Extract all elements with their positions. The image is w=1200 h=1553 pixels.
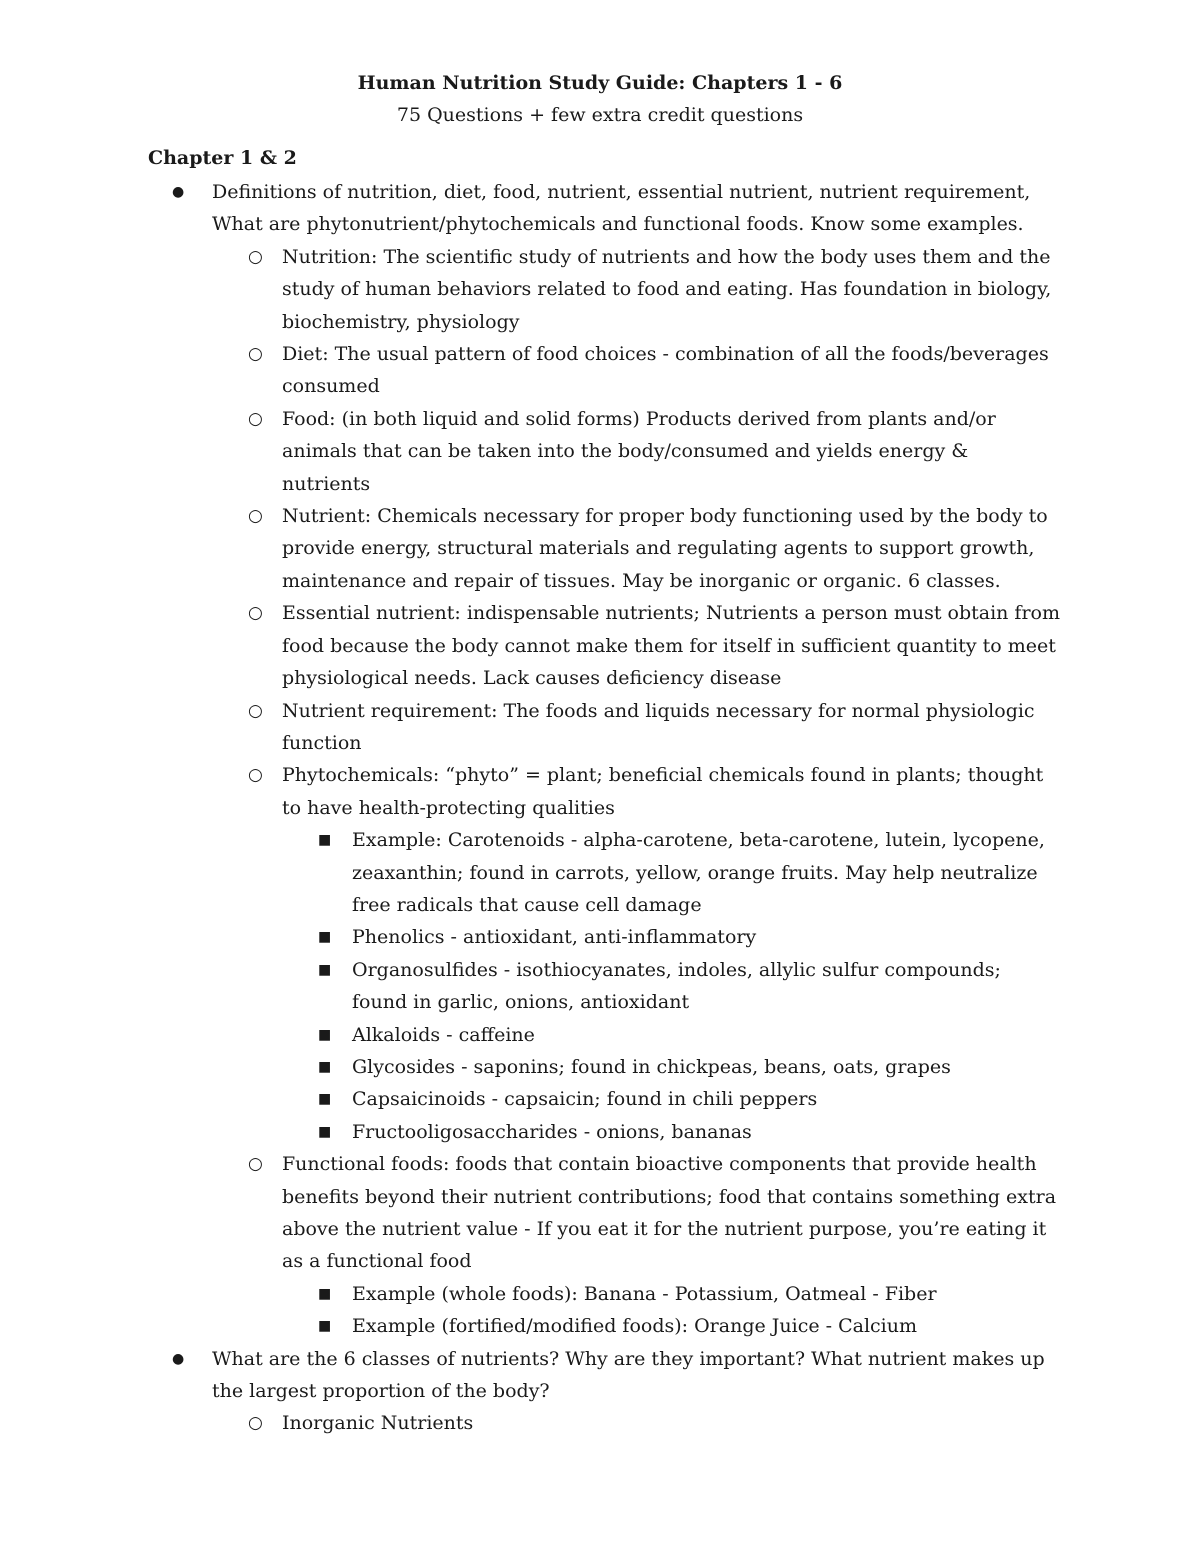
document-subtitle: 75 Questions + few extra credit questions xyxy=(396,104,804,126)
list-item xyxy=(0,1148,1062,1278)
list-item xyxy=(0,597,1062,694)
list-item xyxy=(0,824,1062,921)
list-item xyxy=(0,1083,1062,1115)
list-item-text: Inorganic Nutrients xyxy=(282,1412,474,1435)
square-marker: ■ xyxy=(318,1123,332,1140)
list-item-text: Fructooligosaccharides - onions, bananas xyxy=(352,1120,752,1143)
list-item xyxy=(0,1310,1062,1342)
list-item-text: Phytochemicals: “phyto” = plant; beneficial chemicals found in plants; thought to have health-protecting qualities xyxy=(282,764,1044,819)
list-item-text: Example: Carotenoids - alpha-carotene, beta-carotene, lutein, lycopene, zeaxanthin; found in carrots, yellow, orange fruits. May help neutralize free radicals that cause cell damage xyxy=(352,829,1045,916)
circle-marker: ○ xyxy=(248,506,263,527)
list-item-text: Functional foods: foods that contain bioactive components that provide health benefits beyond their nutrient contributions; food that contains something extra above the nutrient value - If you eat it for the nutrient purpose, you’re eating it as a functional food xyxy=(282,1153,1057,1273)
list-item-text: Food: (in both liquid and solid forms) Products derived from plants and/or animals that can be taken into the body/consumed and yields energy & nutrients xyxy=(282,407,996,495)
circle-marker: ○ xyxy=(248,246,263,267)
bullet-marker: ● xyxy=(172,184,185,200)
document-title: Human Nutrition Study Guide: Chapters 1 - 6 xyxy=(357,72,843,94)
list-item-text: Nutrient requirement: The foods and liquids necessary for normal physiologic function xyxy=(282,699,1035,754)
square-marker: ■ xyxy=(318,1091,332,1108)
circle-marker: ○ xyxy=(248,1413,263,1434)
outline xyxy=(0,176,1200,1440)
list-item-text: Alkaloids - caffeine xyxy=(352,1023,535,1046)
square-marker: ■ xyxy=(318,1026,332,1043)
list-item-text: Example (fortified/modified foods): Orange Juice - Calcium xyxy=(352,1315,917,1338)
circle-marker: ○ xyxy=(248,765,263,786)
list-item xyxy=(0,241,1062,338)
list-item-text: Diet: The usual pattern of food choices - combination of all the foods/beverages consumed xyxy=(282,343,1049,398)
list-item-text: Example (whole foods): Banana - Potassium, Oatmeal - Fiber xyxy=(352,1282,937,1305)
list-item-text: What are the 6 classes of nutrients? Why are they important? What nutrient makes up the largest proportion of the body? xyxy=(212,1347,1045,1403)
list-item xyxy=(0,1051,1062,1083)
list-item-text: Nutrient: Chemicals necessary for proper body functioning used by the body to provide energy, structural materials and regulating agents to support growth, maintenance and repair of tissues. May be inorganic or organic. 6 classes. xyxy=(282,505,1048,592)
list-item xyxy=(0,759,1062,824)
square-marker: ■ xyxy=(318,1285,332,1302)
list-item xyxy=(0,176,1060,241)
list-item-text: Nutrition: The scientific study of nutrients and how the body uses them and the study of human behaviors related to food and eating. Has foundation in biology, biochemistry, physiology xyxy=(282,245,1052,333)
list-item xyxy=(0,1116,1062,1148)
list-item xyxy=(0,1343,1060,1408)
list-item-text: Definitions of nutrition, diet, food, nutrient, essential nutrient, nutrient requirement, What are phytonutrient/phytochemicals and functional foods. Know some examples. xyxy=(212,181,1031,236)
square-marker: ■ xyxy=(318,832,332,849)
circle-marker: ○ xyxy=(248,1154,263,1175)
list-item xyxy=(0,338,1062,403)
list-item-text: Capsaicinoids - capsaicin; found in chili peppers xyxy=(352,1088,818,1111)
list-item xyxy=(0,1019,1062,1051)
circle-marker: ○ xyxy=(248,700,263,721)
list-item-text: Glycosides - saponins; found in chickpeas, beans, oats, grapes xyxy=(352,1055,951,1078)
list-item xyxy=(0,403,1062,500)
bullet-marker: ● xyxy=(172,1350,185,1367)
circle-marker: ○ xyxy=(248,603,263,624)
list-item xyxy=(0,500,1062,597)
list-item-text: Essential nutrient: indispensable nutrients; Nutrients a person must obtain from food because the body cannot make them for itself in sufficient quantity to meet physiological needs. Lack causes deficiency disease xyxy=(282,602,1061,690)
square-marker: ■ xyxy=(318,1318,332,1335)
list-item-text: Organosulfides - isothiocyanates, indoles, allylic sulfur compounds; found in garlic, onions, antioxidant xyxy=(352,958,1001,1014)
list-item xyxy=(0,954,1062,1019)
list-item xyxy=(0,1407,1062,1439)
list-item-text: Phenolics - antioxidant, anti-inflammatory xyxy=(352,926,757,949)
circle-marker: ○ xyxy=(248,408,263,429)
list-item xyxy=(0,921,1062,953)
chapter-heading: Chapter 1 & 2 xyxy=(148,147,297,169)
list-item xyxy=(0,1278,1062,1310)
square-marker: ■ xyxy=(318,1058,332,1075)
circle-marker: ○ xyxy=(248,344,263,365)
square-marker: ■ xyxy=(318,961,332,978)
list-item xyxy=(0,695,1062,760)
square-marker: ■ xyxy=(318,929,332,946)
